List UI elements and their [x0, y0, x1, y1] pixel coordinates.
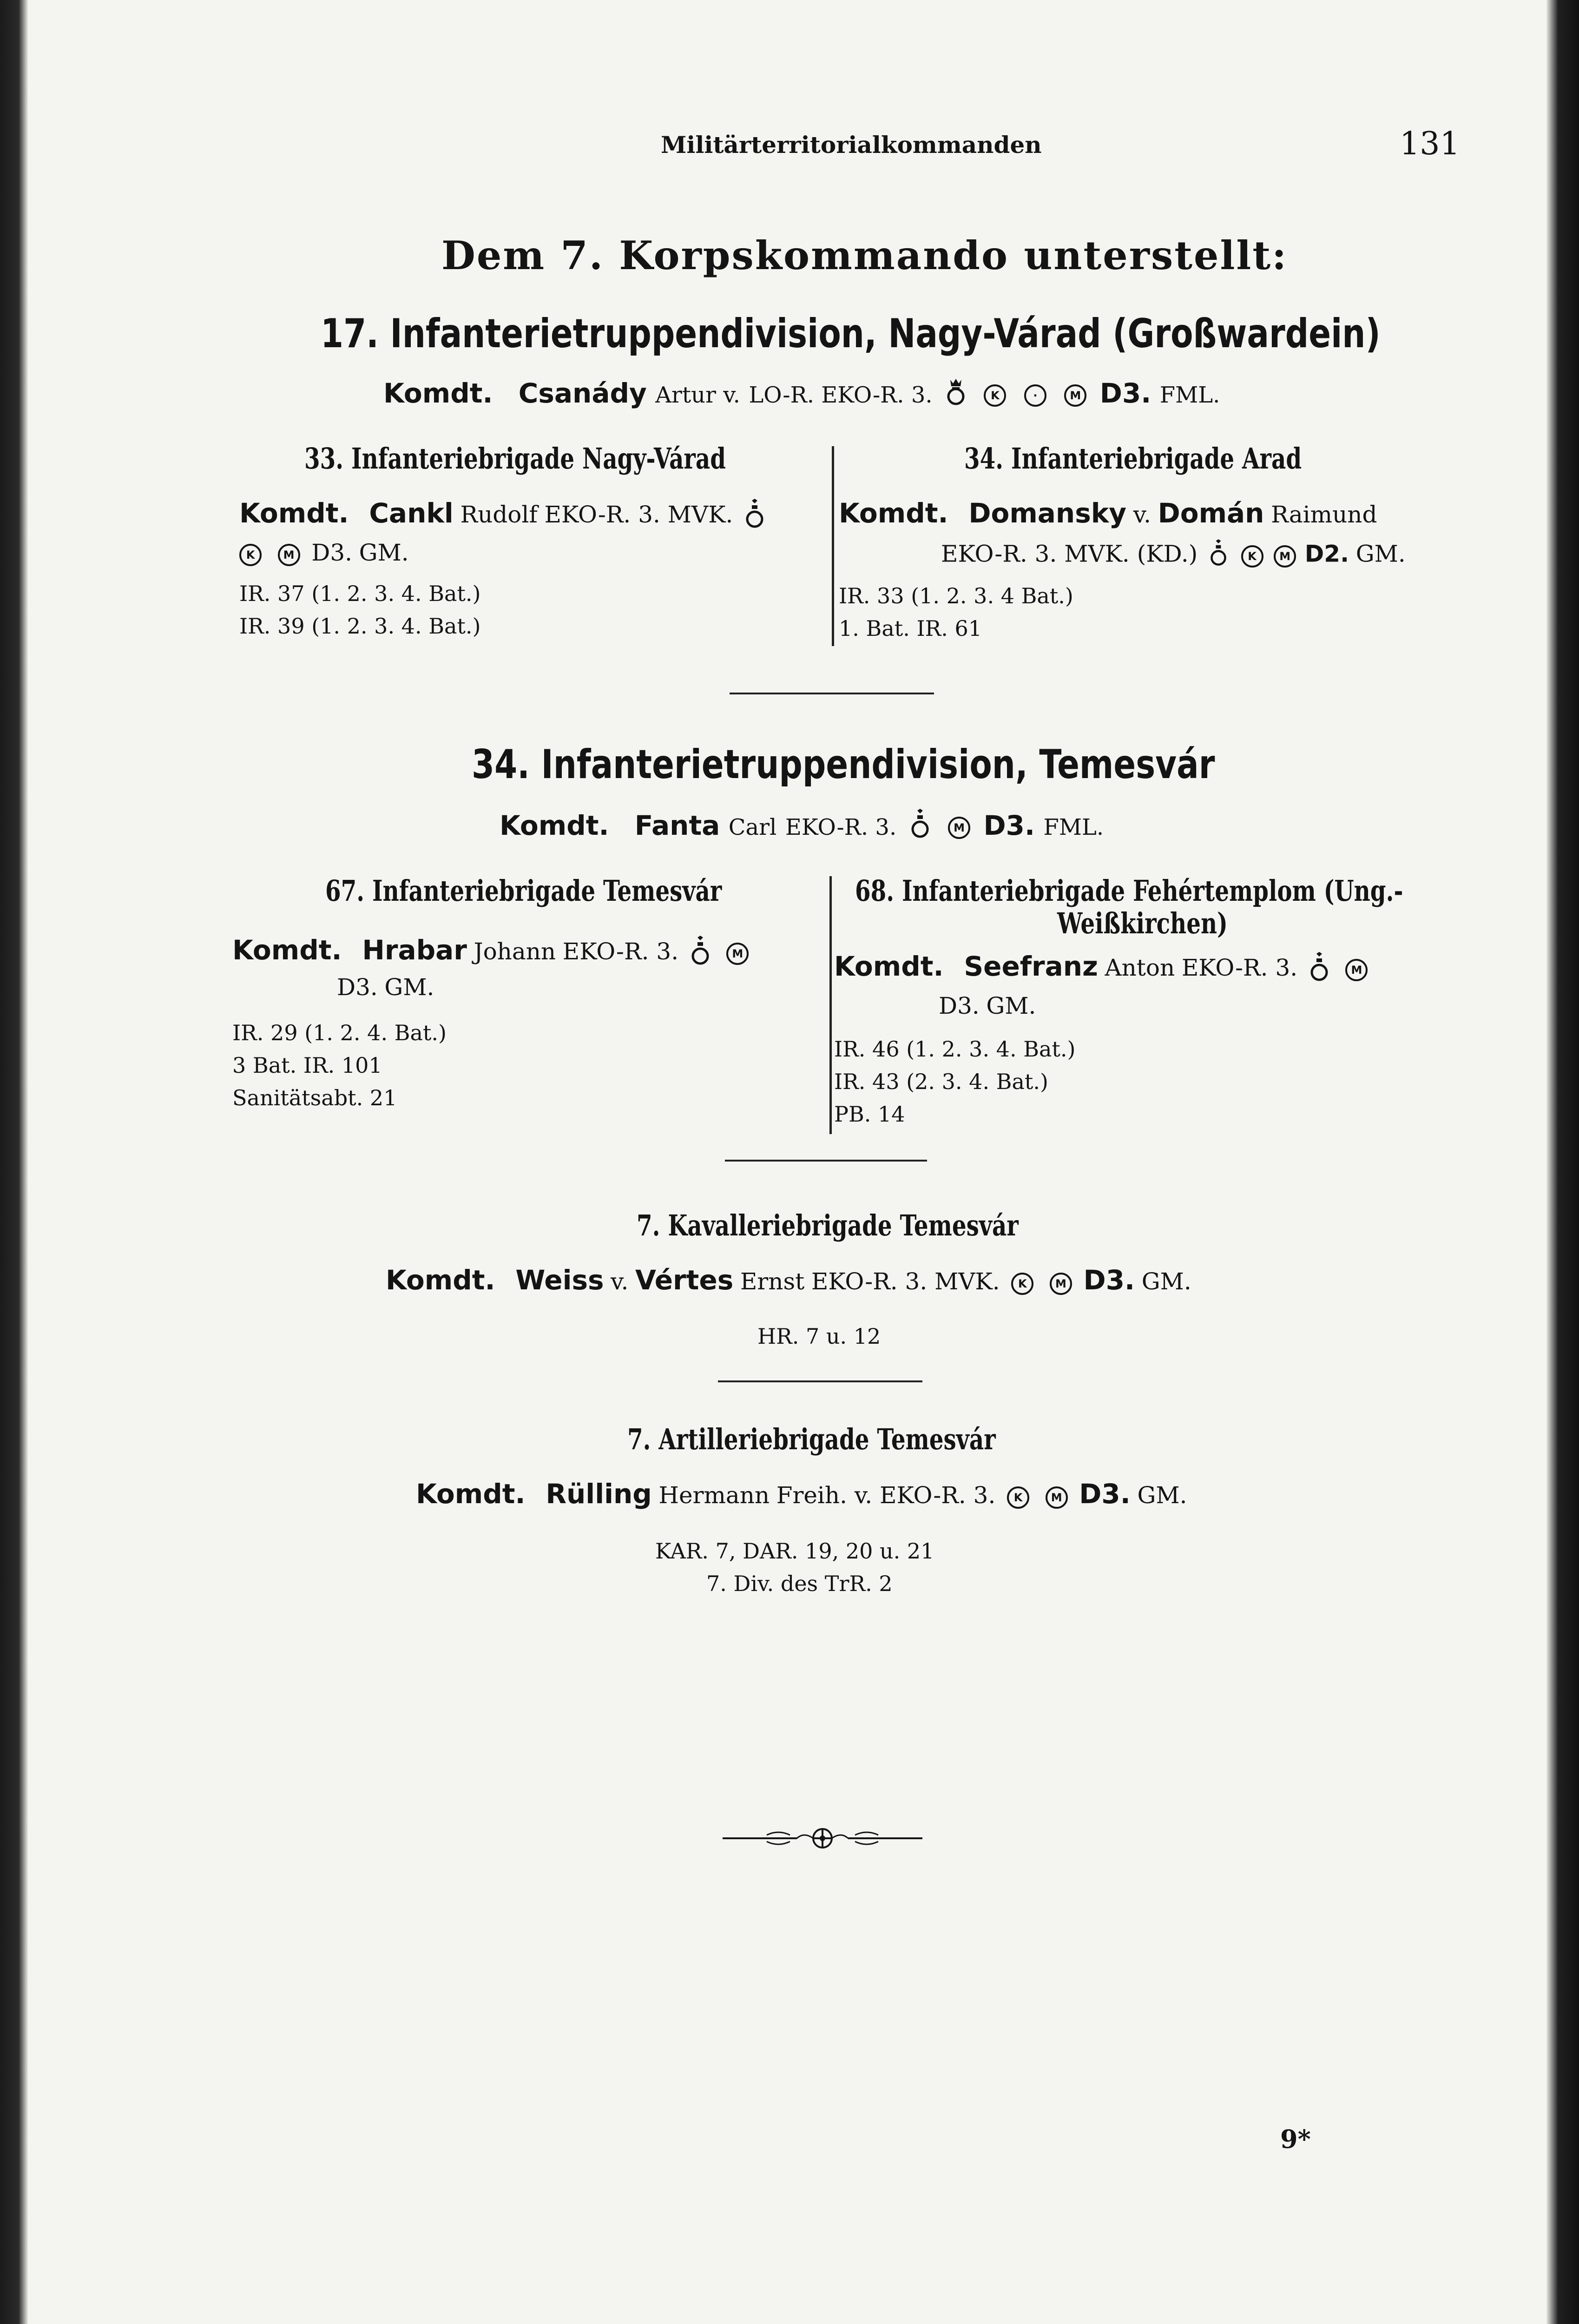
unit-line: IR. 46 (1. 2. 3. 4. Bat.) — [834, 1037, 1076, 1062]
brigade-68-title-line2: Weißkirchen) — [1057, 906, 1228, 940]
unit-line: IR. 43 (2. 3. 4. Bat.) — [834, 1069, 1048, 1094]
rank-label: GM. — [1141, 1268, 1191, 1295]
k-circle-icon: K — [239, 544, 262, 566]
brigade-68-commander — [834, 951, 1372, 989]
decorations: Freih. v. EKO-R. 3. — [776, 1482, 996, 1509]
m-circle-icon: M — [1050, 1273, 1072, 1295]
running-title: Militärterritorialkommanden — [661, 131, 1042, 158]
commander-name: Fanta — [634, 810, 720, 842]
main-heading: Dem 7. Korpskommando unterstellt: — [441, 232, 1288, 278]
m-circle-icon: M — [1064, 384, 1086, 407]
commander-name: Seefranz — [964, 951, 1098, 982]
commander-name: Cankl — [369, 497, 454, 529]
brigade-33-title: 33. Infanteriebrigade Nagy-Várad — [304, 442, 726, 475]
unit-line: HR. 7 u. 12 — [757, 1324, 881, 1349]
section-divider — [718, 1380, 922, 1382]
d3-label: D3. — [1083, 1264, 1135, 1296]
unit-line: Sanitätsabt. 21 — [232, 1085, 397, 1110]
commander-given-name: Anton — [1105, 954, 1175, 981]
division-17-title-text: 17. Infanterietruppendivision, Nagy-Várad (Großwardein) — [321, 310, 1381, 357]
division-34-commander — [500, 809, 1104, 847]
d2-label: D2. — [1304, 540, 1349, 568]
komdt-label: Komdt. — [834, 951, 944, 982]
d3-label: D3. — [939, 992, 980, 1019]
m-circle-icon: M — [1274, 545, 1296, 568]
d3-label: D3. — [983, 810, 1035, 842]
commander-name-predicate: Domán — [1158, 497, 1264, 529]
commander-given-name: Raimund — [1271, 501, 1377, 528]
k-circle-icon: K — [984, 384, 1006, 407]
unit-line: KAR. 7, DAR. 19, 20 u. 21 — [655, 1538, 934, 1564]
commander-given-name: Ernst — [740, 1268, 805, 1295]
commander-name: Weiss — [515, 1264, 604, 1296]
commander-name: Rülling — [546, 1478, 652, 1510]
brigade-34-commander-line2 — [941, 539, 1406, 573]
signature-mark: 9* — [1280, 2124, 1311, 2154]
brigade-33-commander-line2 — [239, 539, 409, 566]
commander-name: Domansky — [968, 497, 1127, 529]
m-circle-icon: M — [278, 544, 300, 566]
section-divider — [730, 693, 934, 694]
commander-given-name: Carl — [728, 814, 777, 841]
k-circle-icon: K — [1007, 1486, 1029, 1509]
komdt-label: Komdt. — [232, 934, 342, 966]
division-17-title — [321, 310, 1579, 357]
d3-label: D3. — [337, 974, 378, 1001]
unit-line: 1. Bat. IR. 61 — [839, 616, 982, 641]
cavalry-brigade-title: 7. Kavalleriebrigade Temesvár — [637, 1208, 1019, 1242]
brigade-33-commander — [239, 497, 770, 535]
k-circle-icon: K — [1011, 1273, 1033, 1295]
brigade-34-title: 34. Infanteriebrigade Arad — [964, 442, 1302, 475]
decorations: EKO-R. 3. — [785, 814, 897, 841]
artillery-brigade-commander — [416, 1478, 1187, 1510]
unit-line: IR. 37 (1. 2. 3. 4. Bat.) — [239, 581, 481, 606]
decorations: EKO-R. 3. MVK. — [544, 501, 733, 528]
unit-line: 3 Bat. IR. 101 — [232, 1053, 382, 1078]
brigade-67-commander — [232, 934, 753, 972]
commander-given-name: Artur v. — [655, 382, 740, 408]
komdt-label: Komdt. — [239, 497, 349, 529]
unit-line: IR. 29 (1. 2. 4. Bat.) — [232, 1020, 447, 1045]
komdt-label: Komdt. — [416, 1478, 526, 1510]
unit-line: 7. Div. des TrR. 2 — [706, 1571, 893, 1596]
unit-line: PB. 14 — [834, 1102, 905, 1127]
nobility-particle: v. — [1133, 501, 1151, 528]
decorations: EKO-R. 3. — [562, 938, 679, 965]
decorations: EKO-R. 3. MVK. (KD.) — [941, 540, 1198, 568]
commander-given-name: Hermann — [658, 1482, 770, 1509]
rank-label: FML. — [1043, 814, 1104, 841]
order-medal-icon — [910, 809, 930, 847]
m-circle-icon: M — [726, 943, 749, 965]
brigade-67-commander-line2 — [337, 974, 434, 1001]
d3-label: D3. — [311, 539, 353, 566]
decorations: LO-R. EKO-R. 3. — [749, 382, 933, 408]
page-number: 131 — [1400, 125, 1460, 162]
order-crown-medal-icon — [946, 378, 966, 413]
rank-label: GM. — [1355, 540, 1406, 568]
brigade-68-commander-line2 — [939, 992, 1036, 1019]
m-circle-icon: M — [1345, 959, 1368, 981]
commander-name-predicate: Vértes — [635, 1264, 734, 1296]
d3-label: D3. — [1099, 377, 1151, 409]
komdt-label: Komdt. — [386, 1264, 495, 1296]
nobility-particle: v. — [611, 1268, 629, 1295]
commander-name: Hrabar — [362, 934, 467, 966]
unit-line: IR. 33 (1. 2. 3. 4 Bat.) — [839, 583, 1073, 608]
order-medal-icon — [1209, 539, 1228, 573]
rank-label: GM. — [1137, 1482, 1187, 1509]
brigade-34-commander — [839, 497, 1377, 529]
division-34-title: 34. Infanterietruppendivision, Temesvár — [472, 741, 1215, 788]
komdt-label: Komdt. — [500, 810, 609, 842]
section-divider — [725, 1160, 927, 1162]
decorations: EKO-R. 3. MVK. — [811, 1268, 1000, 1295]
commander-given-name: Rudolf — [460, 501, 538, 528]
dot-circle-icon: · — [1024, 384, 1046, 407]
rank-label: GM. — [384, 974, 434, 1001]
scan-edge-left — [0, 0, 28, 2324]
komdt-label: Komdt. — [383, 377, 493, 409]
m-circle-icon: M — [1046, 1486, 1068, 1509]
komdt-label: Komdt. — [839, 497, 948, 529]
m-circle-icon: M — [948, 817, 970, 839]
brigade-68-title: 68. Infanteriebrigade Fehértemplom (Ung.- — [855, 874, 1403, 908]
artillery-brigade-title: 7. Artilleriebrigade Temesvár — [627, 1422, 996, 1456]
d3-label: D3. — [1079, 1478, 1131, 1510]
k-circle-icon: K — [1241, 545, 1263, 568]
rank-label: GM. — [986, 992, 1036, 1019]
order-medal-icon — [690, 936, 711, 972]
rank-label: FML. — [1159, 382, 1220, 408]
column-divider — [829, 876, 832, 1134]
commander-given-name: Johann — [474, 938, 556, 965]
cavalry-brigade-commander — [386, 1264, 1191, 1296]
ornament-divider-icon — [723, 1822, 922, 1856]
unit-line: IR. 39 (1. 2. 3. 4. Bat.) — [239, 614, 481, 639]
division-17-commander — [383, 377, 1220, 413]
brigade-67-title: 67. Infanteriebrigade Temesvár — [325, 874, 722, 908]
decorations: EKO-R. 3. — [1181, 954, 1298, 981]
column-divider — [832, 446, 834, 646]
rank-label: GM. — [359, 539, 409, 566]
order-medal-icon — [1309, 952, 1329, 989]
order-medal-icon — [744, 499, 765, 535]
commander-name: Csanády — [518, 377, 647, 409]
